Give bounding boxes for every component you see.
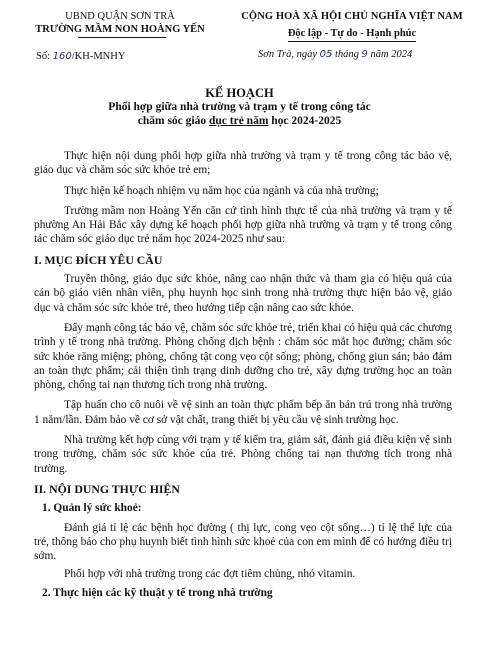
paragraph-basis-3: Trường mầm non Hoàng Yến căn cứ tình hình thực tế của nhà trường và trạm y tế phường An Hải Bắc xây dựng kế hoạch phối hợp giữa nhà trường và trạm y tế trong công tác chăm sóc giáo dục trẻ năm học 2024-2025 như sau: [34, 204, 452, 246]
school-name: TRƯỜNG MẦM NON HOÀNG YẾN [35, 24, 205, 35]
date-month-label: tháng [334, 49, 359, 60]
date-prefix: Sơn Trà, ngày [258, 49, 317, 60]
paragraph-purpose-3: Tập huấn cho cô nuôi về vệ sinh an toàn thực phẩm bếp ăn bán trú trong nhà trường 1 năm/lần. Đảm bảo về cơ sở vật chất, trang thiết bị yêu cầu vệ sinh trường học. [34, 399, 452, 426]
date-month: 9 [361, 49, 368, 60]
paragraph-health-1: Đánh giá tỉ lệ các bệnh học đường ( thị lực, cong vẹo cột sống…) tỉ lệ thể lực của trẻ, thông báo cho phụ huynh biết tình hình sức khoẻ của con em mình để có hướng điều trị sớm. [34, 521, 452, 563]
subtitle-part-b: học 2024-2025 [271, 115, 342, 127]
section-heading-purpose: I. MỤC ĐÍCH YÊU CẦU [34, 252, 163, 267]
issuer-block [0, 10, 240, 36]
national-motto-block [225, 10, 479, 42]
doc-number-prefix: Số: [36, 51, 51, 62]
document-body [34, 149, 452, 605]
date-day: 05 [319, 49, 333, 60]
date-year: năm 2024 [370, 49, 413, 60]
paragraph-basis-1: Thực hiện nội dung phối hợp giữa nhà trường và trạm y tế trong công tác bảo vệ, giáo dục và chăm sóc sức khỏe trẻ em; [34, 150, 452, 177]
paragraph-purpose-2: Đẩy mạnh công tác bảo vệ, chăm sóc sức khỏe trẻ, triển khai có hiệu quả các chương trình y tế trong nhà trường. Phòng chống dịch bệnh : chăm sóc mắt học đường; chăm sóc sức khỏe răng miệng; phòng, chống tật cong vẹo cột sống; phòng, chống giun sán; bảo đảm an toàn thực phẩm; cải thiện tình trạng dinh dưỡng cho trẻ, xây dựng trường học an toàn phòng, chống tai nạn thương tích trong nhà trường. [34, 321, 452, 392]
paragraph-health-2: Phối hợp với nhà trường trong các đợt tiêm chủng, nhỏ vitamin. [64, 568, 356, 581]
section-heading-content: II. NỘI DUNG THỰC HIỆN [34, 481, 180, 496]
issuer-underline [78, 37, 166, 38]
document-date [258, 49, 412, 60]
subheading-medical-techniques: 2. Thực hiện các kỹ thuật y tế trong nhà trường [42, 586, 273, 599]
doc-number-handwritten: 160 [52, 51, 72, 62]
district-name: UBND QUẬN SƠN TRÀ [65, 11, 175, 22]
doc-number-suffix: /KH-MNHY [71, 51, 126, 62]
republic-name: CỘNG HOÀ XÃ HỘI CHỦ NGHĨA VIỆT NAM [241, 11, 463, 22]
paragraph-purpose-1: Truyền thông, giáo dục sức khỏe, nâng cao nhận thức và tham gia có hiệu quả của cán bộ giáo viên nhân viên, phụ huynh học sinh trong nhà trường thực hiện bảo vệ, giáo dục và chăm sóc sức khỏe trẻ, theo hướng tiếp cận nâng cao sức khỏe. [34, 273, 452, 314]
document-subtitle-line2 [0, 115, 479, 127]
document-subtitle-line1: Phối hợp giữa nhà trường và trạm y tế trong công tác [108, 101, 371, 113]
subtitle-part-underlined: dục trẻ năm [208, 115, 269, 127]
document-title: KẾ HOẠCH [205, 86, 274, 100]
motto: Độc lập - Tự do - Hạnh phúc [288, 27, 416, 42]
paragraph-basis-2: Thực hiện kế hoạch nhiệm vụ năm học của ngành và của nhà trường; [64, 184, 379, 197]
subtitle-part-a: chăm sóc giáo [137, 115, 207, 127]
subheading-health-management: 1. Quản lý sức khoẻ: [42, 502, 142, 515]
paragraph-purpose-4: Nhà trường kết hợp cùng với trạm y tế kiểm tra, giám sát, đánh giá điều kiện vệ sinh trong trường, chăm sóc sức khỏe của trẻ. Phòng chống tai nạn thương tích trong nhà trường. [34, 434, 452, 475]
document-number [36, 51, 125, 62]
